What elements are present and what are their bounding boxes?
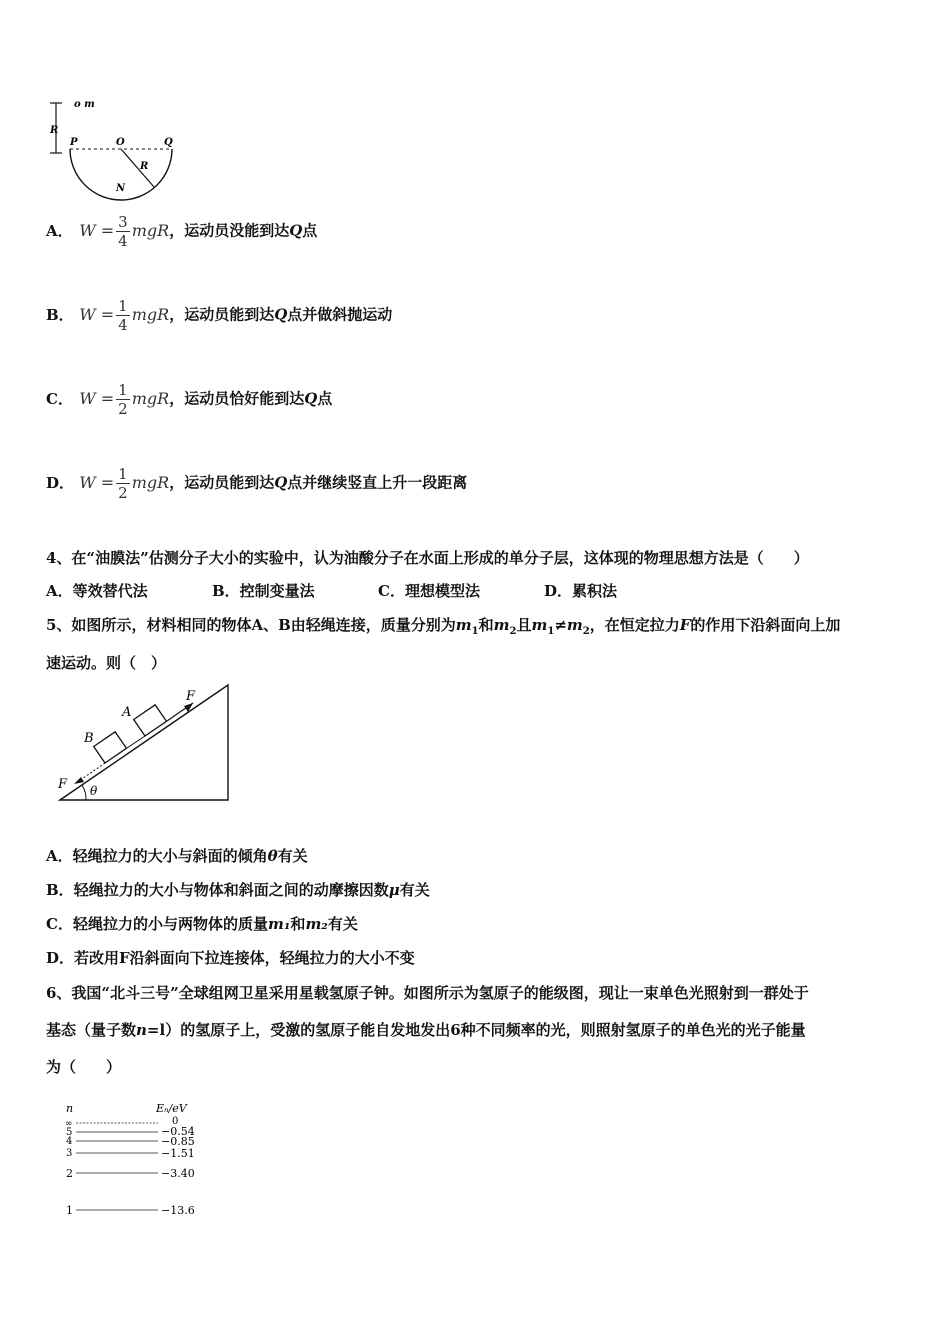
fig1-R-in: R (140, 161, 149, 172)
level-2 (66, 1167, 195, 1180)
q5-option-c[interactable]: C．轻绳拉力的小与两物体的质量m₁和m₂有关 (46, 915, 358, 933)
q3-option-d[interactable]: D． W = $\frac{1}{2}$ mgR，运动员能到达Q点并继续竖直上升一段距离 (46, 465, 468, 502)
energy-level-figure (60, 1100, 220, 1220)
q4-option-a[interactable]: A．等效替代法 (46, 582, 148, 600)
svg-text:−1.51: −1.51 (161, 1147, 195, 1160)
svg-text:−0.54: −0.54 (161, 1125, 195, 1138)
fig1-O: O (116, 137, 125, 148)
fig1-R-left: R (50, 125, 59, 136)
svg-text:∞: ∞ (65, 1119, 73, 1129)
svg-text:1: 1 (66, 1204, 73, 1217)
q3-option-a[interactable]: A． W = $\frac{3}{4}$ mgR，运动员没能到达Q点 (46, 213, 318, 250)
q5-option-d[interactable]: D．若改用F沿斜面向下拉连接体，轻绳拉力的大小不变 (46, 949, 415, 967)
formula: W = $\frac{1}{4}$ mgR (79, 297, 170, 334)
level-3 (66, 1147, 195, 1160)
q5-stem-line2: 速运动。则（ ） (46, 654, 167, 672)
svg-text:0: 0 (172, 1116, 179, 1127)
svg-text:4: 4 (66, 1136, 73, 1147)
svg-text:3: 3 (66, 1148, 73, 1159)
incline-label-F-bottom: F (58, 777, 68, 792)
svg-text:2: 2 (66, 1167, 73, 1180)
svg-text:−13.6: −13.6 (161, 1204, 195, 1217)
q4-option-c[interactable]: C．理想模型法 (378, 582, 480, 600)
q3-option-b[interactable]: B． W = $\frac{1}{4}$ mgR，运动员能到达Q点并做斜抛运动 (46, 297, 393, 334)
fig1-Q: Q (164, 137, 173, 148)
fig1-P: P (70, 137, 78, 148)
q5-stem-line1: 5、如图所示，材料相同的物体A、B由轻绳连接，质量分别为$m_1$和$m_2$且$m_1\ne m_2$，在恒定拉力F的作用下沿斜面向上加 (46, 616, 841, 637)
incline-label-A: A (122, 705, 132, 720)
level-1 (66, 1204, 195, 1217)
incline-figure (50, 680, 240, 805)
incline-label-F-top: F (186, 689, 196, 704)
q4-option-b[interactable]: B．控制变量法 (212, 582, 315, 600)
q6-stem-line1: 6、我国“北斗三号”全球组网卫星采用星载氢原子钟。如图所示为氢原子的能级图，现让一束单色光照射到一群处于 (46, 984, 809, 1002)
q4-stem: 4、在“油膜法”估测分子大小的实验中，认为油酸分子在水面上形成的单分子层，这体现的物理思想方法是（ ） (46, 549, 809, 567)
incline-label-B: B (84, 731, 94, 746)
svg-text:5: 5 (66, 1127, 73, 1138)
svg-text:−0.85: −0.85 (161, 1135, 195, 1148)
fig1-N: N (116, 183, 126, 194)
svg-text:−3.40: −3.40 (161, 1167, 195, 1180)
q3-option-c[interactable]: C． W = $\frac{1}{2}$ mgR，运动员恰好能到达Q点 (46, 381, 333, 418)
q5-option-a[interactable]: A．轻绳拉力的大小与斜面的倾角θ有关 (46, 847, 308, 865)
q4-option-d[interactable]: D．累积法 (544, 582, 618, 600)
energy-e-label: Eₙ/eV (156, 1102, 187, 1115)
formula: W = $\frac{3}{4}$ mgR (79, 213, 170, 250)
fig1-m: o m (74, 99, 95, 110)
q5-option-b[interactable]: B．轻绳拉力的大小与物体和斜面之间的动摩擦因数μ有关 (46, 881, 430, 899)
q4-options (46, 580, 617, 601)
formula: W = $\frac{1}{2}$ mgR (79, 465, 170, 502)
q6-stem-line2: 基态（量子数n=l）的氢原子上，受激的氢原子能自发地发出6种不同频率的光，则照射氢原子的单色光的光子能量 (46, 1021, 806, 1039)
q6-stem-line3: 为（ ） (46, 1058, 122, 1076)
energy-n-label: n (66, 1102, 74, 1115)
incline-label-theta: θ (90, 784, 98, 798)
semicircle-figure (46, 95, 186, 205)
formula: W = $\frac{1}{2}$ mgR (79, 381, 170, 418)
